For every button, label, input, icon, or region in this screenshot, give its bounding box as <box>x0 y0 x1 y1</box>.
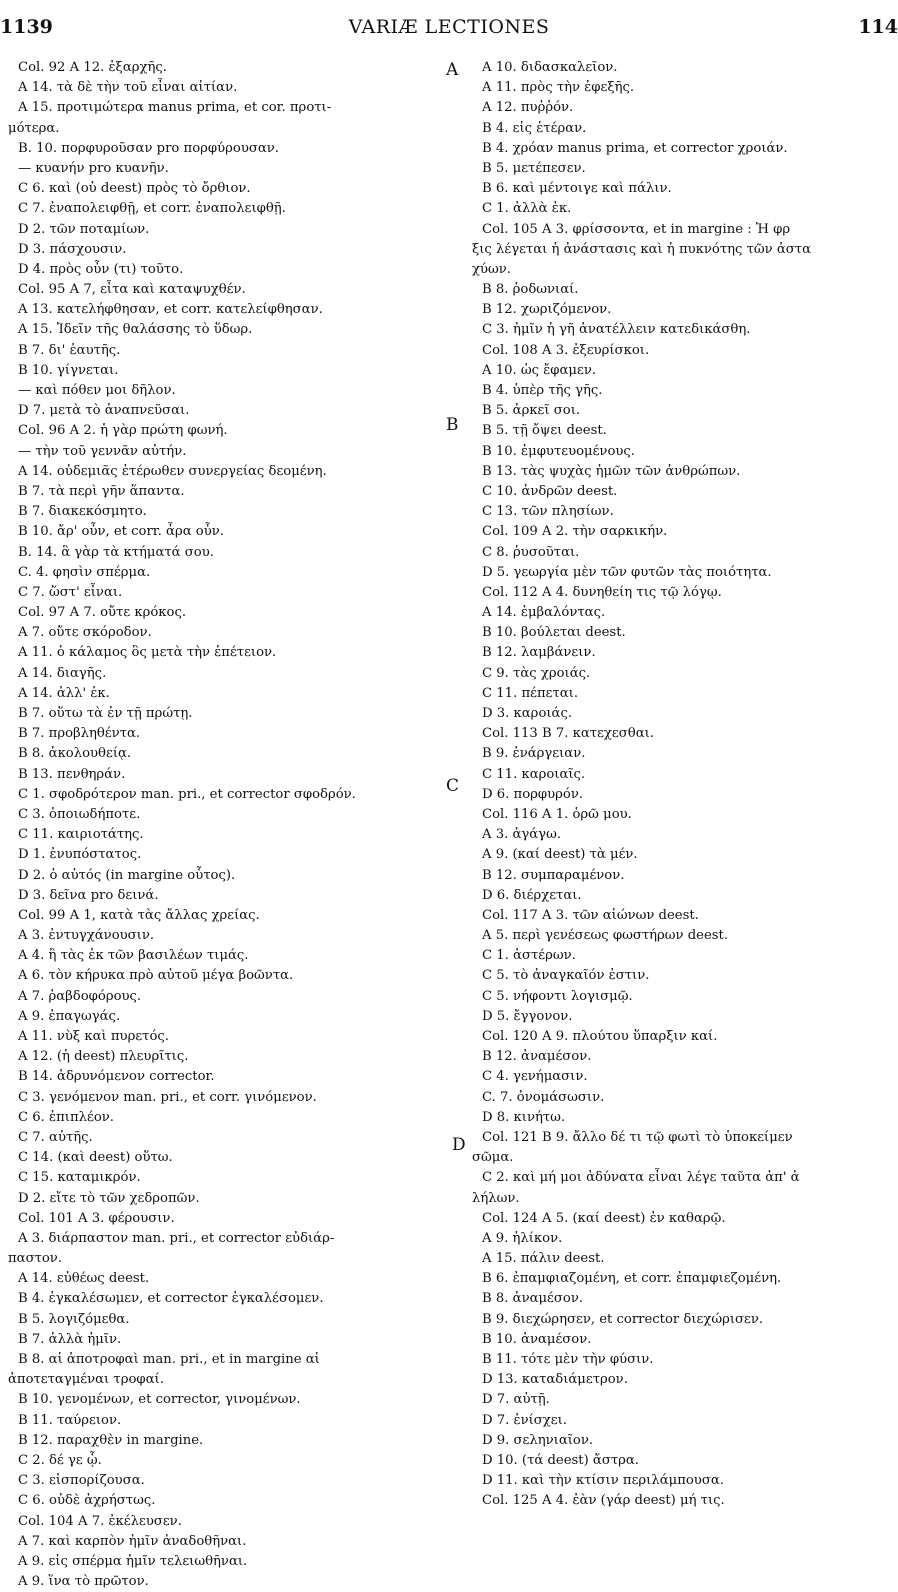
variant-reading-line: B 9. διεχώρησεν, et corrector διεχώρισεν. <box>482 1311 764 1327</box>
variant-reading-line: A 12. πυῤῥόν. <box>482 100 574 116</box>
variant-reading-line: A 13. κατελήφθησαν, et corr. κατελείφθησαν. <box>18 302 323 318</box>
variant-reading-line: A 14. ἐμβαλόντας. <box>482 605 606 621</box>
variant-reading-line: Col. 92 A 12. ἐξαρχῆς. <box>18 60 167 75</box>
variant-reading-line: D 4. πρὸς οὖν (τι) τοῦτο. <box>18 261 184 277</box>
variant-reading-line: D 10. (τά deest) ἄστρα. <box>482 1452 639 1468</box>
variant-reading-line: A 14. ἀλλ' ἐκ. <box>18 685 110 701</box>
variant-reading-line: B 13. πενθηράν. <box>18 766 126 782</box>
variant-reading-line: C 10. ἀνδρῶν deest. <box>482 483 618 499</box>
variant-reading-line: A 14. διαγῆς. <box>18 665 107 681</box>
variant-reading-line: A 15. πάλιν deest. <box>482 1251 605 1267</box>
variant-reading-line: A 15. προτιμώτερα manus prima, et cor. προτι- <box>18 100 332 116</box>
variant-reading-line: Col. 120 A 9. πλούτου ὕπαρξιν καί. <box>482 1029 718 1044</box>
variant-reading-line: Col. 108 A 3. ἐξευρίσκοι. <box>482 342 650 358</box>
variant-reading-line: D 2. ὁ αὐτός (in margine οὗτος). <box>18 867 236 883</box>
variant-reading-line: C 7. ἐναπολειφθῇ, et corr. ἐναπολειφθῇ. <box>18 201 286 217</box>
variant-reading-line: — τὴν τοῦ γεννᾶν αὐτήν. <box>18 443 187 459</box>
variant-reading-line: C 4. γενήμασιν. <box>482 1069 588 1085</box>
variant-reading-line: A 7. ῥαβδοφόρους. <box>18 988 142 1004</box>
variant-reading-line: B 10. ἀναμέσον. <box>482 1331 592 1347</box>
variant-reading-line: C 9. τὰς χροιάς. <box>482 665 591 681</box>
variant-reading-line: B 8. ῥοδωνιαί. <box>482 282 579 298</box>
variant-reading-line: χύων. <box>472 261 511 277</box>
variant-reading-line: Col. 101 A 3. φέρουσιν. <box>18 1210 175 1226</box>
variant-reading-line: B 5. ἀρκεῖ σοι. <box>482 403 581 419</box>
variant-reading-line: D 11. καὶ τὴν κτίσιν περιλάμπουσα. <box>482 1473 724 1489</box>
variant-reading-line: C 2. καὶ μή μοι ἀδύνατα εἶναι λέγε ταῦτα ἀπ' ἀ <box>482 1170 800 1186</box>
variant-reading-line: B 13. τὰς ψυχὰς ἡμῶν τῶν ἀνθρώπων. <box>482 463 741 479</box>
variant-reading-line: Col. 125 A 4. ἐὰν (γάρ deest) μή τις. <box>482 1493 725 1509</box>
variant-reading-line: B 12. χωριζόμενον. <box>482 302 612 318</box>
variant-reading-line: A 10. ὡς ἔφαμεν. <box>482 362 597 378</box>
variant-reading-line: A 9. ἡλίκον. <box>482 1230 563 1246</box>
variant-reading-line: B 7. δι' ἑαυτῆς. <box>18 342 121 358</box>
variant-reading-line: B 8. ἀκολουθείᾳ. <box>18 746 132 762</box>
margin-letter-d: D <box>452 1135 466 1155</box>
variant-reading-line: — καὶ πόθεν μοι δῆλον. <box>18 383 176 398</box>
variant-reading-line: C 6. καὶ (οὐ deest) πρὸς τὸ ὄρθιον. <box>18 181 251 197</box>
variant-reading-line: λήλων. <box>472 1190 520 1206</box>
variant-reading-line: B 6. ἐπαμφιαζομένη, et corr. ἐπαμφιεζομένη. <box>482 1271 782 1287</box>
variant-reading-line: D 2. τῶν ποταμίων. <box>18 221 150 237</box>
variant-reading-line: A 9. ἐπαγωγάς. <box>18 1008 121 1024</box>
variant-reading-line: A 4. ἢ τὰς ἐκ τῶν βασιλέων τιμάς. <box>18 948 249 964</box>
variant-reading-line: B 10. ἐμφυτευομένους. <box>482 443 635 459</box>
variant-reading-line: B 10. ἄρ' οὖν, et corr. ἆρα οὖν. <box>18 524 224 540</box>
variant-reading-line: Col. 97 A 7. οὔτε κρόκος. <box>18 605 187 621</box>
variant-reading-line: B 4. ὑπὲρ τῆς γῆς. <box>482 383 603 398</box>
variant-reading-line: B 4. ἐγκαλέσωμεν, et corrector ἐγκαλέσομεν. <box>18 1291 324 1307</box>
variant-reading-line: B. 10. πορφυροῦσαν pro πορφύρουσαν. <box>18 140 279 156</box>
variant-reading-line: B 11. τότε μὲν τὴν φύσιν. <box>482 1352 654 1367</box>
variant-reading-line: C 14. (καὶ deest) οὕτω. <box>18 1150 173 1166</box>
variant-reading-line: D 5. ἔγγονον. <box>482 1008 573 1024</box>
variant-reading-line: C 13. τῶν πλησίων. <box>482 504 614 520</box>
margin-letter-a: A <box>446 60 459 80</box>
variant-reading-line: D 3. δεῖνα pro δεινά. <box>18 887 159 903</box>
variant-reading-line: C 3. εἰσπορίζουσα. <box>18 1473 145 1489</box>
variant-reading-line: B 6. καὶ μέντοιγε καὶ πάλιν. <box>482 181 672 197</box>
variant-reading-line: C 11. καροιαῖς. <box>482 766 586 782</box>
variant-reading-line: Col. 117 A 3. τῶν αἰώνων deest. <box>482 907 699 923</box>
variant-reading-line: C 3. ὁποιωδήποτε. <box>18 806 141 822</box>
variant-reading-line: C 8. ῥυσοῦται. <box>482 544 580 560</box>
variant-reading-line: B 12. λαμβάνειν. <box>482 645 596 661</box>
variant-reading-line: παστον. <box>8 1251 63 1267</box>
variant-reading-line: C 1. ἀλλὰ ἐκ. <box>482 201 572 217</box>
variant-reading-line: Col. 113 B 7. κατεχεσθαι. <box>482 726 654 742</box>
variant-reading-line: D 1. ἐνυπόστατος. <box>18 847 142 863</box>
margin-letter-c: C <box>446 776 460 796</box>
variant-reading-line: A 11. πρὸς τὴν ἐφεξῆς. <box>482 80 635 96</box>
variant-reading-line: B 12. ἀναμέσον. <box>482 1049 592 1065</box>
variant-reading-line: C 6. ἐπιπλέον. <box>18 1109 114 1125</box>
variant-reading-line: B 9. ἐνάργειαν. <box>482 746 586 762</box>
variant-reading-line: C 3. γενόμενον man. pri., et corr. γινόμενον. <box>18 1089 317 1105</box>
variant-reading-line: A 14. εὐθέως deest. <box>18 1271 150 1287</box>
variant-reading-line: B 14. ἁδρυνόμενον corrector. <box>18 1069 215 1085</box>
variant-reading-line: B 5. λογιζόμεθα. <box>18 1311 130 1327</box>
variant-reading-line: B 8. ἀναμέσον. <box>482 1291 584 1307</box>
variant-reading-line: D 7. αὐτῇ. <box>482 1392 550 1408</box>
variant-reading-line: Col. 112 A 4. δυνηθείη τις τῷ λόγῳ. <box>482 584 722 600</box>
variant-reading-line: D 6. διέρχεται. <box>482 887 582 903</box>
variant-reading-line: B 10. γίγνεται. <box>18 362 119 378</box>
variant-reading-line: A 9. ἵνα τὸ πρῶτον. <box>18 1574 149 1590</box>
variant-reading-line: B 5. μετέπεσεν. <box>482 160 586 176</box>
variant-reading-line: B 7. οὕτω τὰ ἐν τῇ πρώτῃ. <box>18 706 193 721</box>
variant-reading-line: Col. 95 A 7, εἶτα καὶ καταψυχθέν. <box>18 282 246 298</box>
variant-reading-line: B 11. ταύρειον. <box>18 1412 122 1428</box>
variant-reading-line: B 7. διακεκόσμητο. <box>18 504 147 520</box>
variant-reading-line: B 10. βούλεται deest. <box>482 625 626 641</box>
variant-reading-line: Col. 116 A 1. ὁρῶ μου. <box>482 806 632 822</box>
variant-reading-line: C 11. πέπεται. <box>482 685 579 701</box>
running-title: VARIÆ LECTIONES <box>348 16 550 38</box>
page-header <box>0 16 898 46</box>
margin-letter-b: B <box>446 415 459 435</box>
variant-reading-line: C 5. νήφοντι λογισμῷ. <box>482 988 633 1004</box>
variant-reading-line: A 15. Ἰδεῖν τῆς θαλάσσης τὸ ὕδωρ. <box>18 322 253 338</box>
variant-reading-line: D 3. καροιάς. <box>482 706 573 721</box>
variant-reading-line: C 15. καταμικρόν. <box>18 1170 141 1186</box>
variant-reading-line: C. 7. ὀνομάσωσιν. <box>482 1089 605 1105</box>
left-column <box>8 58 460 1592</box>
variant-reading-line: D 9. σεληνιαῖον. <box>482 1432 594 1448</box>
variant-reading-line: A 11. νὺξ καὶ πυρετός. <box>18 1029 169 1044</box>
variant-reading-line: A 3. ἐντυγχάνουσιν. <box>18 928 155 944</box>
variant-reading-line: B 12. συμπαραμένον. <box>482 867 625 883</box>
variant-reading-line: C 11. καιριοτάτης. <box>18 827 144 843</box>
variant-reading-line: C 3. ἡμῖν ἡ γῆ ἀνατέλλειν κατεδικάσθη. <box>482 322 751 338</box>
variant-reading-line: C 1. σφοδρότερον man. pri., et corrector σφοδρόν. <box>18 786 356 802</box>
variant-reading-line: A 12. (ἡ deest) πλευρῖτις. <box>18 1049 189 1065</box>
variant-reading-line: B. 14. ἃ γὰρ τὰ κτήματά σου. <box>18 544 214 560</box>
variant-reading-line: B 7. τὰ περὶ γῆν ἅπαντα. <box>18 483 185 499</box>
variant-reading-line: C 7. αὐτῆς. <box>18 1129 93 1145</box>
variant-reading-line: B 7. προβληθέντα. <box>18 726 141 742</box>
variant-reading-line: A 11. ὁ κάλαμος ὃς μετὰ τὴν ἐπέτειον. <box>18 645 277 661</box>
variant-reading-line: C 1. ἀστέρων. <box>482 948 576 964</box>
variant-reading-line: D 6. πορφυρόν. <box>482 786 584 802</box>
variant-reading-line: ἀποτεταγμέναι τροφαί. <box>8 1372 164 1388</box>
variant-reading-line: C. 4. φησὶν σπέρμα. <box>18 564 151 580</box>
variant-reading-line: C 5. τὸ ἀναγκαῖόν ἐστιν. <box>482 968 650 984</box>
variant-reading-line: D 13. καταδιάμετρον. <box>482 1372 628 1388</box>
variant-reading-line: C 7. ὥστ' εἶναι. <box>18 584 123 600</box>
variant-reading-line: A 3. διάρπαστον man. pri., et corrector εὐδιάρ- <box>18 1230 335 1246</box>
variant-reading-line: B 10. γενομένων, et corrector, γινομένων. <box>18 1392 301 1408</box>
right-column <box>472 58 894 1512</box>
variant-reading-line: ξις λέγεται ἡ ἀνάστασις καὶ ἡ πυκνότης τῶν ἀστα <box>472 241 811 257</box>
variant-reading-line: Col. 109 A 2. τὴν σαρκικήν. <box>482 524 668 540</box>
variant-reading-line: Col. 104 A 7. ἐκέλευσεν. <box>18 1513 182 1529</box>
variant-reading-line: B 4. χρόαν manus prima, et corrector χροιάν. <box>482 140 788 156</box>
variant-reading-line: A 10. διδασκαλεῖον. <box>482 60 618 75</box>
variant-reading-line: Col. 124 A 5. (καί deest) ἐν καθαρῷ. <box>482 1210 726 1226</box>
variant-reading-line: A 14. τὰ δὲ τὴν τοῦ εἶναι αἰτίαν. <box>18 80 238 96</box>
variant-reading-line: A 7. οὔτε σκόροδον. <box>18 625 152 641</box>
page-number-left: 1139 <box>0 16 53 38</box>
variant-reading-line: A 5. περὶ γενέσεως φωστήρων deest. <box>482 928 729 944</box>
variant-reading-line: σῶμα. <box>472 1150 514 1166</box>
variant-reading-line: A 3. ἀγάγω. <box>482 827 562 843</box>
variant-reading-line: Col. 121 B 9. ἄλλο δέ τι τῷ φωτὶ τὸ ὑποκείμεν <box>482 1129 793 1145</box>
variant-reading-line: — κυανήν pro κυανῆν. <box>18 160 169 176</box>
variant-reading-line: B 5. τῇ ὄψει deest. <box>482 423 607 439</box>
variant-reading-line: D 7. ἐνίσχει. <box>482 1412 567 1428</box>
variant-reading-line: D 2. εἴτε τὸ τῶν χεδροπῶν. <box>18 1190 200 1206</box>
variant-reading-line: B 8. αἱ ἀποτροφαὶ man. pri., et in margine αἱ <box>18 1352 320 1367</box>
variant-reading-line: Col. 96 A 2. ἡ γὰρ πρώτη φωνή. <box>18 423 228 439</box>
variant-reading-line: D 8. κινήτω. <box>482 1109 566 1125</box>
variant-reading-line: C 6. οὐδὲ ἀχρήστως. <box>18 1493 156 1509</box>
variant-reading-line: D 5. γεωργία μὲν τῶν φυτῶν τὰς ποιότητα. <box>482 564 772 580</box>
variant-reading-line: C 2. δέ γε ᾧ. <box>18 1452 102 1468</box>
variant-reading-line: μότερα. <box>8 120 60 136</box>
variant-reading-line: D 3. πάσχουσιν. <box>18 241 127 257</box>
page-number-right: 114 <box>858 16 898 38</box>
variant-reading-line: A 7. καὶ καρπὸν ἡμῖν ἀναδοθῆναι. <box>18 1533 247 1549</box>
variant-reading-line: A 14. οὐδεμιᾶς ἑτέρωθεν συνεργείας δεομένη. <box>18 463 327 479</box>
variant-reading-line: Col. 99 A 1, κατὰ τὰς ἄλλας χρείας. <box>18 907 260 923</box>
variant-reading-line: A 9. (καί deest) τὰ μέν. <box>482 847 638 863</box>
variant-reading-line: B 4. εἰς ἑτέραν. <box>482 120 587 136</box>
variant-reading-line: A 6. τὸν κήρυκα πρὸ αὐτοῦ μέγα βοῶντα. <box>18 968 294 984</box>
variant-reading-line: B 12. παραχθὲν in margine. <box>18 1432 204 1448</box>
variant-reading-line: Col. 105 A 3. φρίσσοντα, et in margine : Ἡ φρ <box>482 221 791 237</box>
variant-reading-line: D 7. μετὰ τὸ ἀναπνεῦσαι. <box>18 403 190 419</box>
variant-reading-line: A 9. εἰς σπέρμα ἡμῖν τελειωθῆναι. <box>18 1553 248 1569</box>
variant-reading-line: B 7. ἀλλὰ ἡμῖν. <box>18 1331 122 1347</box>
